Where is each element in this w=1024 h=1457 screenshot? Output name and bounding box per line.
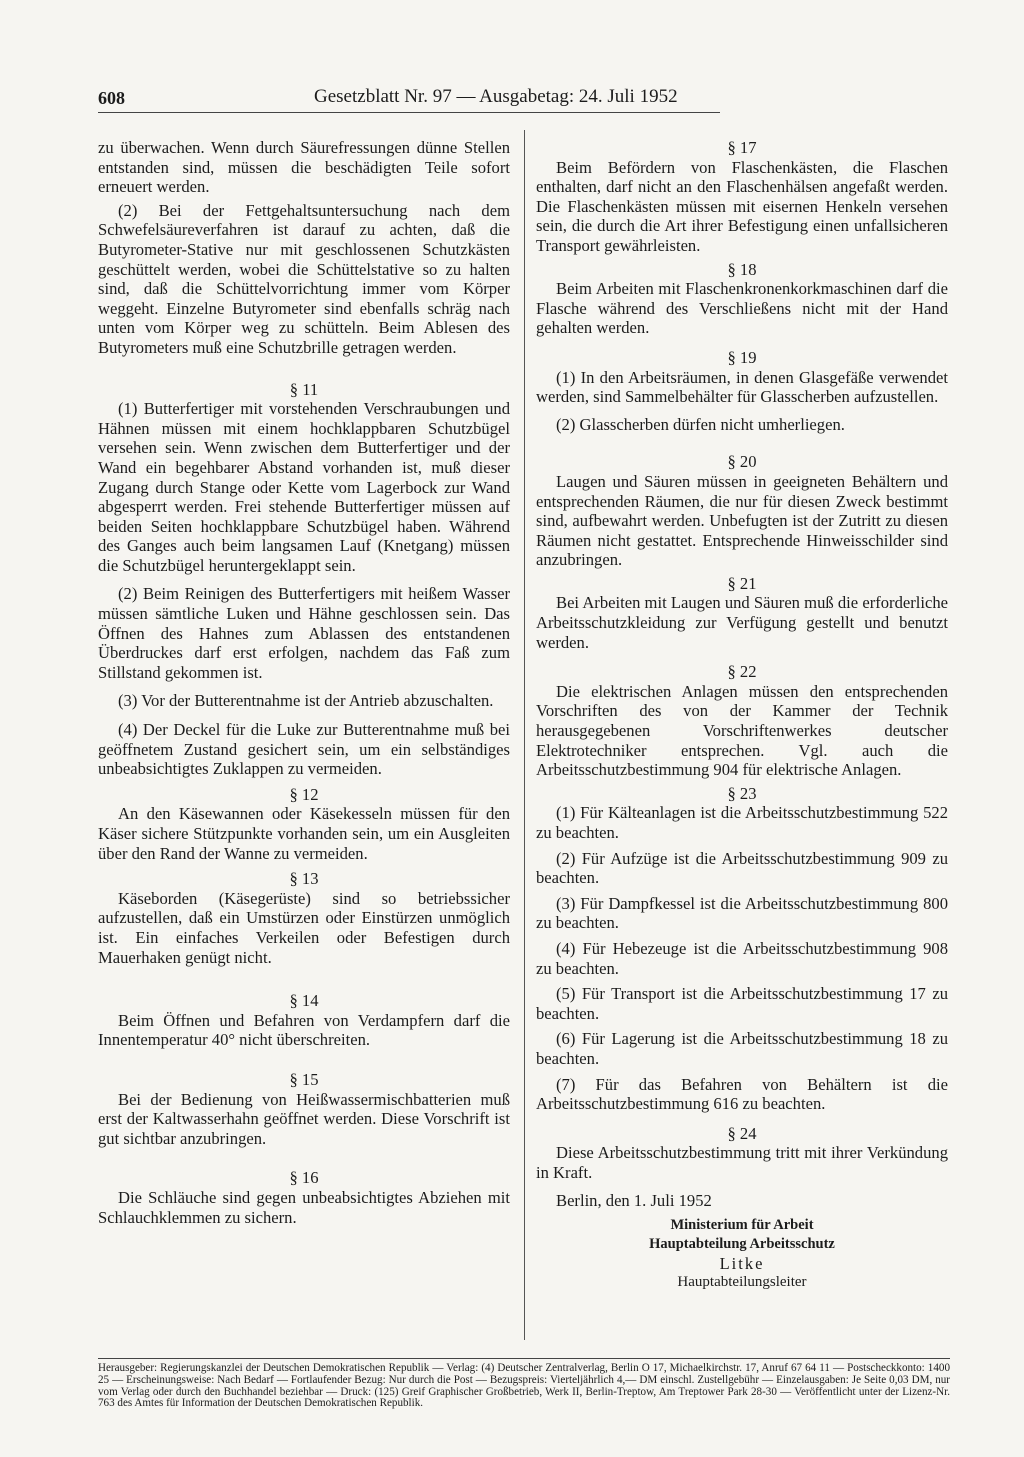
signature-name: Litke — [719, 1254, 765, 1274]
list-item: (4) Für Hebezeuge ist die Arbeitsschutzbestimmung 908 zu beachten. — [536, 938, 948, 978]
section-heading: § 21 — [727, 573, 757, 593]
paragraph: Beim Öffnen und Befahren von Verdampfern darf die Innentemperatur 40° nicht überschreiten. — [98, 1010, 510, 1050]
paragraph: (1) In den Arbeitsräumen, in denen Glasgefäße verwendet werden, sind Sammelbehälter für Glasscherben aufzustellen. — [536, 367, 948, 407]
paragraph: Laugen und Säuren müssen in geeigneten Behältern und entsprechenden Räumen, die nur für diesen Zweck bestimmt sind, aufbewahrt werden. Unbefugten ist der Zutritt zu diesen Räumen nicht gestattet. Entsprechende Hinweisschilder sind anzubringen. — [536, 471, 948, 570]
paragraph: (1) Butterfertiger mit vorstehenden Verschraubungen und Hähnen müssen mit einem hochklappbaren Schutzbügel versehen sein. Wenn zwischen dem Butterfertiger und der Wand ein begehbarer Abstand vorhanden ist, muß dieser Zugang durch Stange oder Kette vom Lagerbock zur Wand abgesperrt werden. Frei stehende Butterfertiger müssen auf beiden Seiten hochklappbare Schutzbügel haben. Während des Ganges auch beim langsamen Lauf (Knetgang) müssen die Schutzbügel heruntergeklappt sein. — [98, 399, 510, 575]
list-item: (3) Für Dampfkessel ist die Arbeitsschutzbestimmung 800 zu beachten. — [536, 893, 948, 933]
paragraph: Bei der Bedienung von Heißwassermischbatterien muß erst der Kaltwasserhahn geöffnet werden. Diese Vorschrift ist gut sichtbar anzubringen. — [98, 1089, 510, 1148]
paragraph: Diese Arbeitsschutzbestimmung tritt mit ihrer Verkündung in Kraft. — [536, 1143, 948, 1182]
list-item: (6) Für Lagerung ist die Arbeitsschutzbestimmung 18 zu beachten. — [536, 1029, 948, 1068]
paragraph: Die elektrischen Anlagen müssen den entsprechenden Vorschriften des von der Kammer der Technik herausgegebenen Vorschriftenwerkes deutscher Elektrotechniker entsprechen. Vgl. auch die Arbeitsschutzbestimmung 904 für elektrische Anlagen. — [536, 681, 948, 780]
imprint-footer: Herausgeber: Regierungskanzlei der Deutschen Demokratischen Republik — Verlag: (4) Deutscher Zentralverlag, Berlin O 17, Michaelkirchstr. 17, Anruf 67 64 11 — Postscheckkonto: 1400 25 — Erscheinungsweise: Nach Bedarf — Fortlaufender Bezug: Nur durch die Post — Bezugspreis: Vierteljährlich 4,— DM einschl. Zustellgebühr — Einzelausgaben: Je Seite 0,03 DM, nur vom Verlag oder durch den Buchhandel beziehbar — Druck: (125) Greif Graphischer Großbetrieb, Werk II, Berlin-Treptow, Am Treptower Park 28-30 — Veröffentlicht unter der Lizenz-Nr. 763 des Amtes für Information der Deutschen Demokratischen Republik. — [98, 1358, 950, 1410]
page-number: 608 — [98, 88, 125, 108]
paragraph: Beim Befördern von Flaschenkästen, die Flaschen enthalten, darf nicht an den Flaschenhälsen angefaßt werden. Die Flaschenkästen müssen mit eisernen Henkeln versehen sein, die durch die Art ihrer Befestigung einen unfallsicheren Transport gewährleisten. — [536, 157, 948, 255]
paragraph: zu überwachen. Wenn durch Säurefressungen dünne Stellen entstanden sind, müssen die beschädigten Teile sofort erneuert werden. — [98, 138, 510, 197]
paragraph: Käseborden (Käsegerüste) sind so betriebssicher aufzustellen, daß ein Umstürzen oder Einstürzen unmöglich ist. Ein einfaches Verkeilen oder Befestigen durch Mauerhaken genügt nicht. — [98, 888, 510, 967]
section-heading: § 22 — [727, 662, 757, 682]
paragraph: Die Schläuche sind gegen unbeabsichtigtes Abziehen mit Schlauchklemmen zu sichern. — [98, 1187, 510, 1227]
column-divider — [524, 130, 525, 1340]
signature-ministry: Ministerium für Arbeit — [670, 1217, 814, 1234]
signature-role: Hauptabteilungsleiter — [677, 1274, 807, 1291]
section-heading: § 13 — [289, 869, 319, 889]
section-heading: § 11 — [289, 379, 319, 399]
paragraph: (4) Der Deckel für die Luke zur Butterentnahme muß bei geöffnetem Zustand gesichert sein, um ein selbständiges unbeabsichtigtes Zuklappen zu vermeiden. — [98, 720, 510, 779]
section-heading: § 18 — [727, 259, 757, 279]
signature-department: Hauptabteilung Arbeitsschutz — [649, 1236, 835, 1253]
paragraph: Beim Arbeiten mit Flaschenkronenkorkmaschinen darf die Flasche während des Verschließens nicht mit der Hand gehalten werden. — [536, 279, 948, 338]
section-heading: § 12 — [289, 784, 319, 804]
section-heading: § 19 — [727, 347, 757, 367]
paragraph: (2) Beim Reinigen des Butterfertigers mit heißem Wasser müssen sämtliche Luken und Hähne geschlossen sein. Das Öffnen des Hahnes zum Ablassen des entstandenen Überdruckes darf erst erfolgen, nachdem das Faß zum Stillstand gekommen ist. — [98, 584, 510, 682]
list-item: (1) Für Kälteanlagen ist die Arbeitsschutzbestimmung 522 zu beachten. — [536, 803, 948, 842]
paragraph: (2) Glasscherben dürfen nicht umherliegen. — [556, 414, 845, 434]
paragraph: Bei Arbeiten mit Laugen und Säuren muß die erforderliche Arbeitsschutzkleidung zur Verfügung gestellt und benutzt werden. — [536, 593, 948, 652]
list-item: (5) Für Transport ist die Arbeitsschutzbestimmung 17 zu beachten. — [536, 984, 948, 1023]
list-item: (7) Für das Befahren von Behältern ist die Arbeitsschutzbestimmung 616 zu beachten. — [536, 1074, 948, 1114]
section-heading: § 20 — [727, 452, 757, 472]
list-item: (2) Für Aufzüge ist die Arbeitsschutzbestimmung 909 zu beachten. — [536, 848, 948, 888]
section-heading: § 16 — [289, 1168, 319, 1188]
header-rule — [98, 112, 720, 113]
paragraph: (3) Vor der Butterentnahme ist der Antrieb abzuschalten. — [118, 691, 494, 711]
paragraph: An den Käsewannen oder Käsekesseln müssen für den Käser sichere Stützpunkte vorhanden sein, um ein Ausgleiten über den Rand der Wanne zu vermeiden. — [98, 804, 510, 863]
place-date: Berlin, den 1. Juli 1952 — [556, 1190, 712, 1210]
left-column — [98, 138, 510, 1227]
section-heading: § 14 — [289, 991, 319, 1011]
section-heading: § 23 — [727, 783, 757, 803]
section-heading: § 24 — [727, 1123, 757, 1143]
section-heading: § 15 — [289, 1069, 319, 1089]
page-header — [98, 82, 720, 110]
paragraph: (2) Bei der Fettgehaltsuntersuchung nach dem Schwefelsäureverfahren ist darauf zu achten, daß die Butyrometer-Stative nur mit geschlossenen Schutzkästen geschüttelt werden, wobei die Schüttelstative so zu halten sind, daß die Schüttelvorrichtung immer vom Körper weggeht. Einzelne Butyrometer sind ebenfalls schräg nach unten vom Körper weg zu schütteln. Beim Ablesen des Butyrometers muß eine Schutzbrille getragen werden. — [98, 200, 510, 357]
header-title: Gesetzblatt Nr. 97 — Ausgabetag: 24. Juli 1952 — [314, 86, 678, 107]
section-heading: § 17 — [727, 138, 757, 157]
right-column — [536, 138, 948, 1292]
